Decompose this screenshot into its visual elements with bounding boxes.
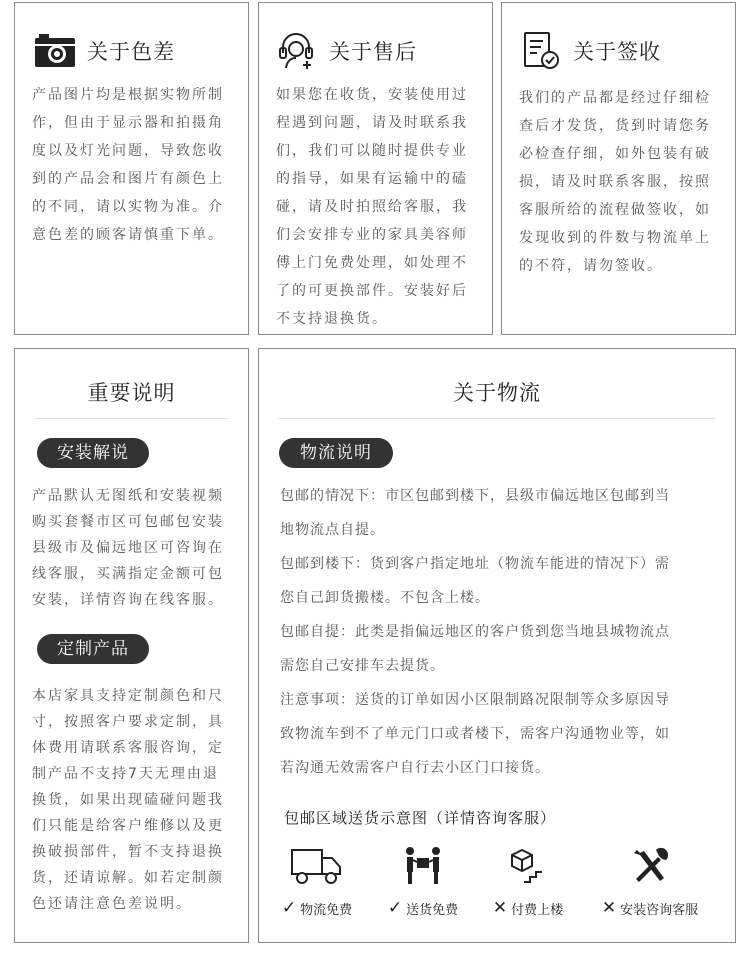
customer-service-icon — [275, 31, 319, 71]
text-line: 致物流车到不了单元门口或者楼下，需客户沟通物业等，如 — [280, 726, 670, 742]
sign-checklist-icon — [519, 31, 563, 71]
text-line: 查后才发货，货到时请您务 — [519, 118, 711, 134]
feature-label — [262, 898, 372, 918]
text-line: 制产品不支持7天无理由退 — [32, 766, 219, 782]
after-sales-header — [275, 31, 417, 71]
text-line: 体费用请联系客服咨询，定 — [32, 740, 224, 756]
divider — [279, 418, 715, 419]
text-line: 您自己卸货搬楼。不包含上楼。 — [280, 590, 490, 606]
logistics-title: 关于物流 — [453, 381, 541, 405]
feature-text: 安装咨询客服 — [620, 902, 699, 918]
text-line: 本店家具支持定制颜色和尺 — [32, 688, 224, 704]
stairs-package-icon — [473, 846, 583, 886]
text-line: 注意事项：送货的订单如因小区限制路况限制等众多原因导 — [280, 692, 670, 708]
color-difference-title: 关于色差 — [87, 40, 175, 64]
text-line: 县级市及偏远地区可咨询在 — [32, 540, 224, 556]
after-sales-card — [258, 2, 493, 335]
feature-install-consult — [595, 846, 705, 918]
check-mark: ✓ — [281, 898, 297, 918]
truck-icon — [262, 846, 372, 886]
delivery-map-title: 包邮区域送货示意图（详情咨询客服） — [284, 809, 557, 827]
text-line: 换货，如果出现磕碰问题我 — [32, 792, 224, 808]
signing-header — [519, 31, 661, 71]
camera-icon — [33, 31, 77, 71]
important-notes-title: 重要说明 — [87, 381, 176, 405]
text-line: 了的可更换部件。安装好后 — [276, 283, 468, 299]
text-line: 寸，按照客户要求定制，具 — [32, 714, 224, 730]
feature-label — [473, 898, 583, 918]
feature-free-logistics — [262, 846, 372, 918]
text-line: 我们的产品都是经过仔细检 — [519, 90, 711, 106]
text-line: 傅上门免费处理，如处理不 — [276, 255, 468, 271]
install-badge: 安装解说 — [37, 438, 149, 468]
text-line: 不支持退换货。 — [276, 311, 388, 327]
feature-text: 付费上楼 — [511, 902, 564, 918]
feature-label — [595, 898, 705, 918]
text-line: 包邮自提：此类是指偏远地区的客户货到您当地县城物流点 — [280, 624, 670, 640]
text-line: 作，但由于显示器和拍摄角 — [32, 115, 224, 131]
text-line: 若沟通无效需客户自行去小区门口接货。 — [280, 760, 550, 776]
delivery-people-icon — [368, 846, 478, 886]
signing-card — [501, 2, 736, 335]
text-line: 的指导，如果有运输中的磕 — [276, 171, 468, 187]
text-line: 地物流点自提。 — [280, 522, 385, 538]
text-line: 必检查仔细，如外包装有破 — [519, 146, 711, 162]
cross-mark: ✕ — [601, 898, 617, 918]
text-line: 的不同，请以实物为准。介 — [32, 199, 224, 215]
feature-free-delivery — [368, 846, 478, 918]
logistics-badge: 物流说明 — [279, 438, 393, 468]
text-line: 度以及灯光问题，导致您收 — [32, 143, 224, 159]
text-line: 安装，详情咨询在线客服。 — [32, 592, 224, 608]
text-line: 购买套餐市区可包邮包安装 — [32, 514, 224, 530]
tools-icon — [595, 846, 705, 886]
text-line: 色还请注意色差说明。 — [32, 896, 192, 912]
feature-text: 送货免费 — [406, 902, 459, 918]
after-sales-title: 关于售后 — [329, 40, 417, 64]
divider — [35, 418, 228, 419]
cross-mark: ✕ — [492, 898, 508, 918]
text-line: 货，还请谅解。如若定制颜 — [32, 870, 224, 886]
text-line: 的不符，请勿签收。 — [519, 258, 663, 274]
text-line: 如果您在收货，安装使用过 — [276, 87, 468, 103]
text-line: 客服所给的流程做签收，如 — [519, 202, 711, 218]
color-difference-text — [32, 81, 242, 249]
text-line: 产品图片均是根据实物所制 — [32, 87, 224, 103]
text-line: 程遇到问题，请及时联系我 — [276, 115, 468, 131]
install-text — [32, 483, 247, 613]
text-line: 线客服，买满指定金额可包 — [32, 566, 224, 582]
text-line: 们，我们可以随时提供专业 — [276, 143, 468, 159]
text-line: 需您自己安排车去提货。 — [280, 658, 445, 674]
text-line: 们会安排专业的家具美容师 — [276, 227, 468, 243]
feature-text: 物流免费 — [300, 902, 353, 918]
text-line: 到的产品会和图片有颜色上 — [32, 171, 224, 187]
custom-product-badge: 定制产品 — [37, 634, 149, 664]
important-notes-card — [14, 348, 249, 943]
color-difference-header — [33, 31, 175, 71]
text-line: 碰，请及时拍照给客服，我 — [276, 199, 468, 215]
logistics-card — [258, 348, 736, 943]
text-line: 发现收到的件数与物流单上 — [519, 230, 711, 246]
custom-product-text — [32, 683, 247, 917]
after-sales-text — [276, 81, 486, 333]
text-line: 损，请及时联系客服，按照 — [519, 174, 711, 190]
text-line: 们只能是给客户维修以及更 — [32, 818, 224, 834]
signing-text — [519, 84, 729, 280]
feature-paid-upstairs — [473, 846, 583, 918]
text-line: 包邮的情况下：市区包邮到楼下，县级市偏远地区包邮到当 — [280, 488, 670, 504]
color-difference-card — [14, 2, 249, 335]
logistics-text — [280, 479, 730, 785]
signing-title: 关于签收 — [573, 40, 661, 64]
check-mark: ✓ — [387, 898, 403, 918]
text-line: 意色差的顾客请慎重下单。 — [32, 227, 224, 243]
text-line: 包邮到楼下：货到客户指定地址（物流车能进的情况下）需 — [280, 556, 670, 572]
text-line: 换破损部件，暂不支持退换 — [32, 844, 224, 860]
text-line: 产品默认无图纸和安装视频 — [32, 488, 224, 504]
feature-label — [368, 898, 478, 918]
